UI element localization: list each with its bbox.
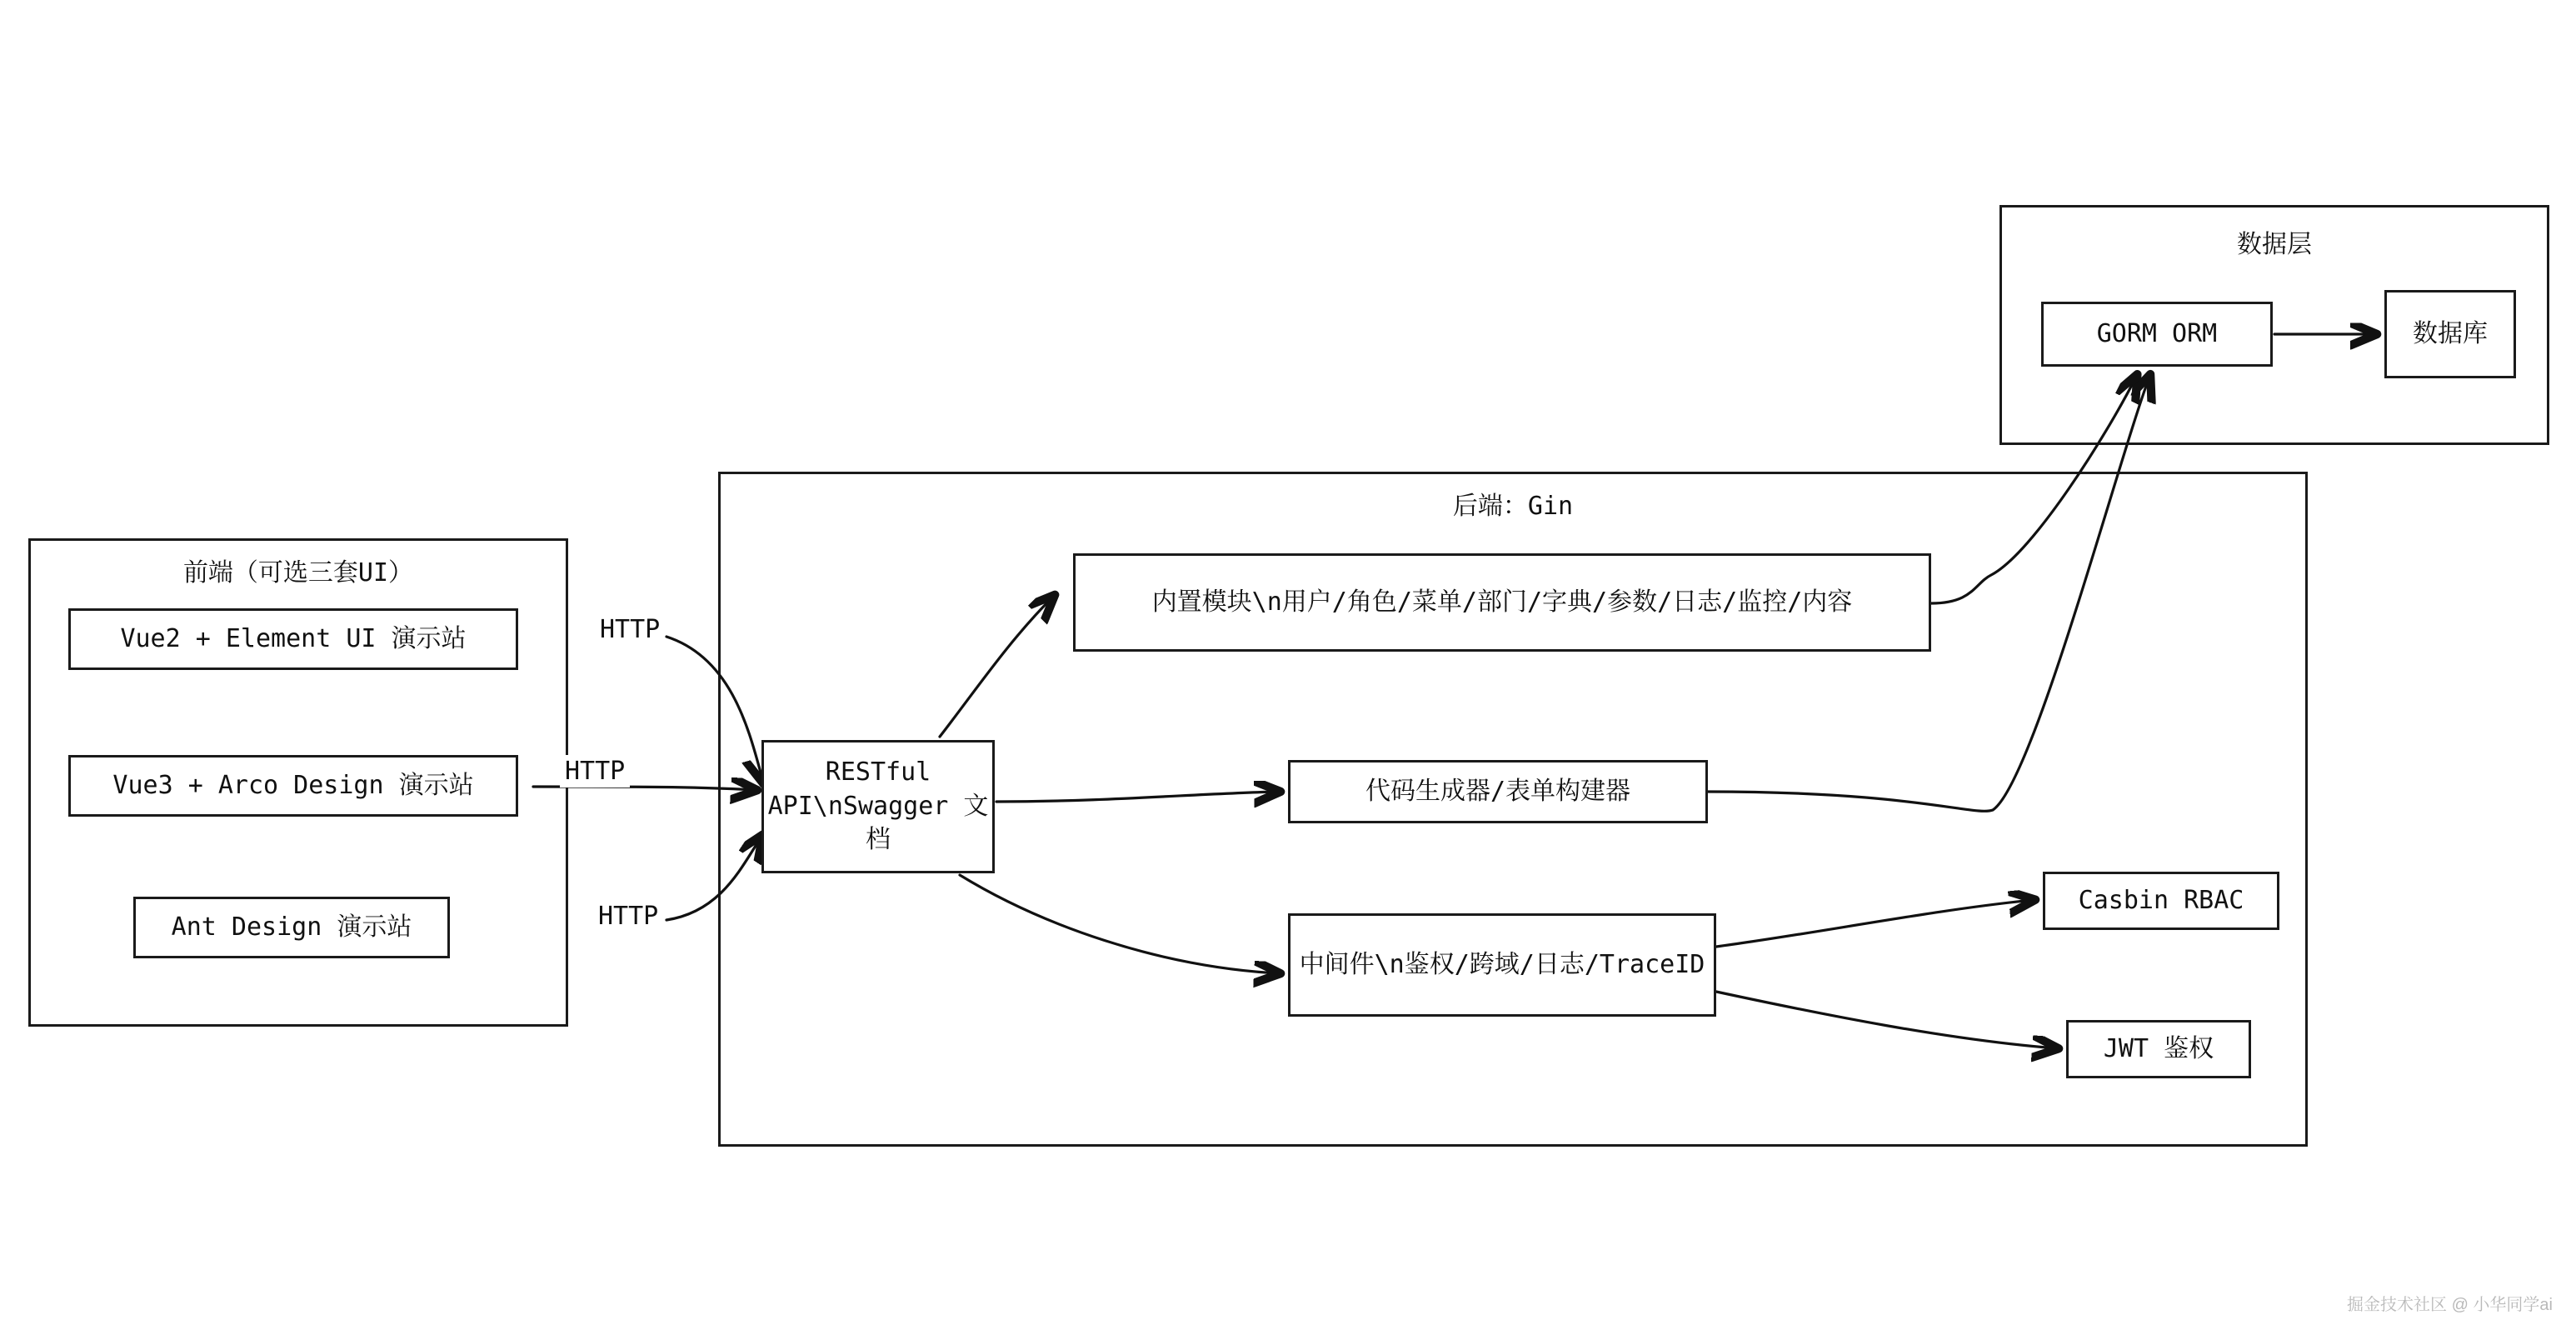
node-vue2-demo-label: Vue2 + Element UI 演示站	[120, 623, 467, 653]
node-builtin-modules-label: 内置模块\n用户/角色/菜单/部门/字典/参数/日志/监控/内容	[1151, 587, 1853, 617]
edge-label-http-2: HTTP	[560, 755, 630, 788]
node-jwt-auth[interactable]	[2066, 1020, 2251, 1078]
watermark: 掘金技术社区 @ 小华同学ai	[2347, 1296, 2553, 1314]
edge-label-http-1: HTTP	[595, 613, 665, 646]
node-code-generator-label: 代码生成器/表单构建器	[1365, 776, 1631, 806]
node-code-generator[interactable]	[1288, 760, 1708, 823]
node-middleware[interactable]	[1288, 913, 1716, 1017]
node-antd-demo-label: Ant Design 演示站	[171, 912, 412, 942]
group-backend-title: 后端：Gin	[1452, 492, 1574, 521]
node-gorm-orm[interactable]	[2041, 302, 2273, 367]
node-restful-api[interactable]	[761, 740, 995, 873]
node-vue2-demo[interactable]	[68, 608, 518, 670]
edge-label-http-3: HTTP	[593, 900, 663, 932]
node-middleware-label: 中间件\n鉴权/跨域/日志/TraceID	[1299, 949, 1705, 979]
group-data-title: 数据层	[2237, 230, 2312, 259]
node-database[interactable]	[2384, 290, 2516, 378]
node-vue3-demo[interactable]	[68, 755, 518, 817]
node-vue3-demo-label: Vue3 + Arco Design 演示站	[112, 770, 474, 800]
group-frontend-title: 前端（可选三套UI）	[182, 558, 414, 588]
node-casbin-rbac[interactable]	[2043, 872, 2279, 930]
node-gorm-orm-label: GORM ORM	[2096, 318, 2218, 348]
node-casbin-rbac-label: Casbin RBAC	[2078, 885, 2244, 915]
node-antd-demo[interactable]	[133, 897, 450, 958]
node-jwt-auth-label: JWT 鉴权	[2103, 1033, 2214, 1063]
node-restful-api-label: RESTful API\nSwagger 文档	[767, 758, 989, 855]
node-builtin-modules[interactable]	[1073, 553, 1931, 652]
node-database-label: 数据库	[2413, 318, 2488, 348]
